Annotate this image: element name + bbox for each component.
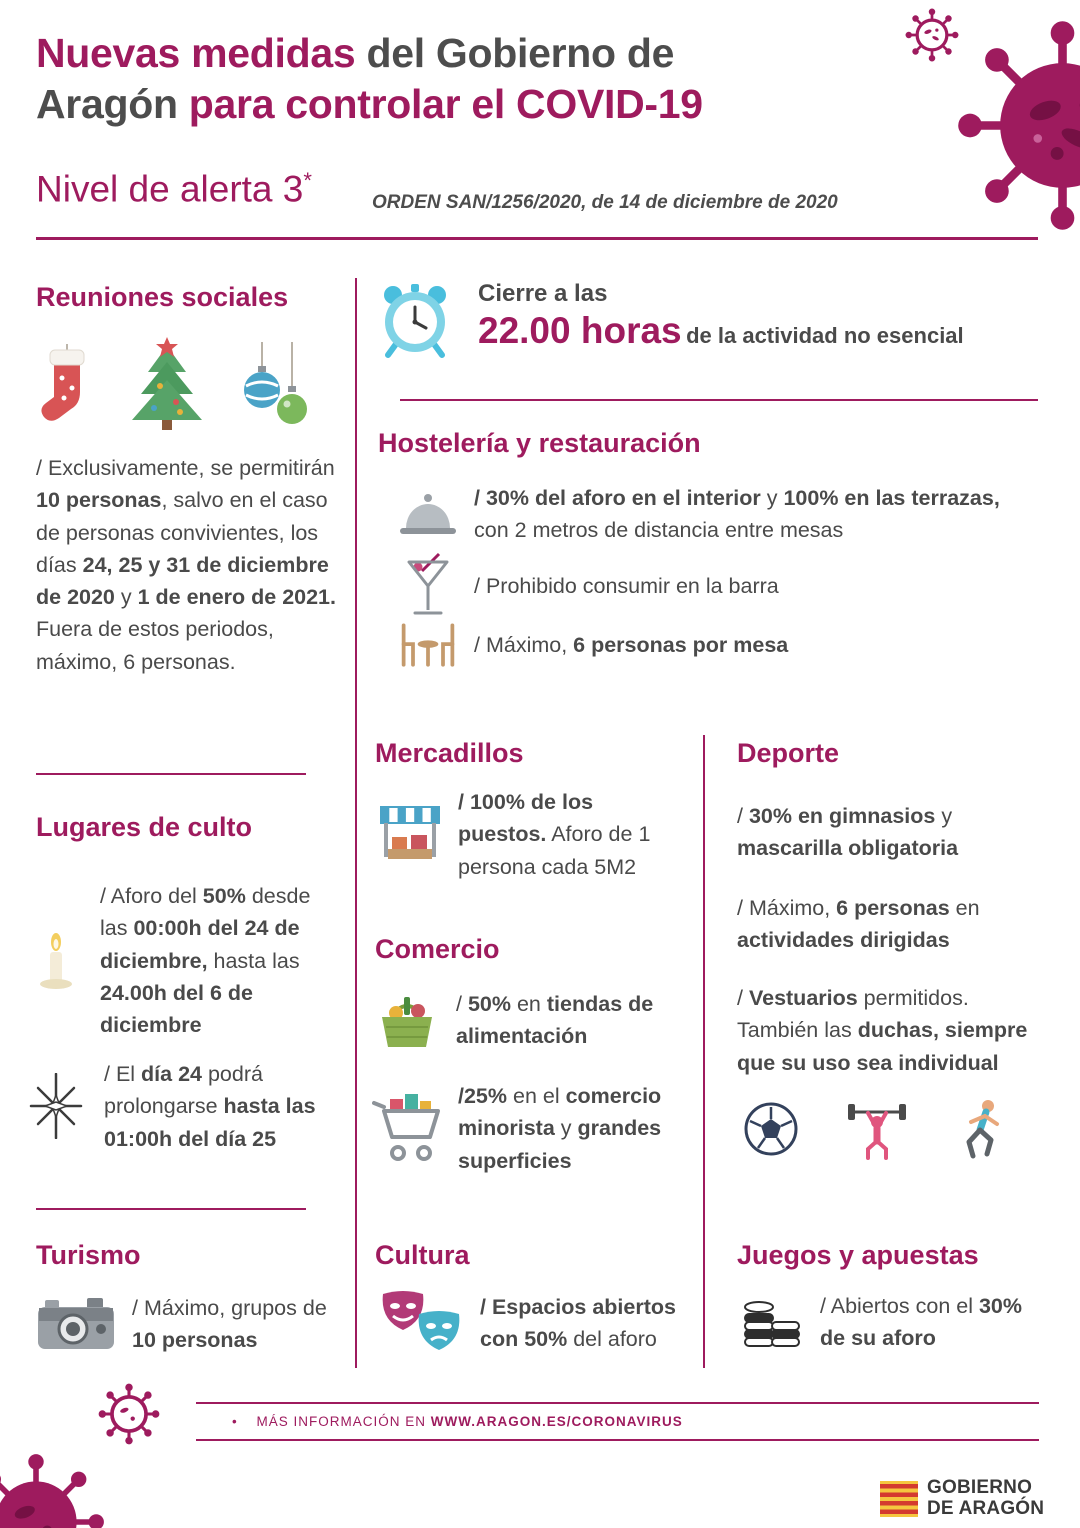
- deporte-item-1-text: / 30% en gimnasios y mascarilla obligatoria: [737, 804, 959, 861]
- curfew-time: 22.00 horas: [478, 310, 682, 351]
- mercadillos-item-1-text: / 100% de los puestos. Aforo de 1 persona cada 5M2: [458, 790, 651, 879]
- section-title-cultura: Cultura: [375, 1240, 470, 1270]
- football-icon: [744, 1102, 798, 1156]
- order-reference: ORDEN SAN/1256/2020, de 14 de diciembre de 2020: [372, 192, 838, 213]
- reuniones-body: / Exclusivamente, se permitirán 10 personas, salvo en el caso de personas convivientes, los días 24, 25 y 31 de diciembre de 2020 y 1 de enero de 2021. Fuera de estos periodos, máximo, 6 personas.: [36, 456, 336, 674]
- section-title-comercio: Comercio: [375, 934, 500, 964]
- cloche-icon: [398, 488, 458, 540]
- hosteleria-item-1: [398, 482, 1040, 547]
- logo-line2: DE ARAGÓN: [927, 1497, 1045, 1519]
- section-title-juegos: Juegos y apuestas: [737, 1240, 979, 1270]
- curfew-divider: [400, 399, 1038, 401]
- left-divider-2: [36, 1208, 306, 1210]
- alert-level-asterisk: *: [303, 168, 312, 193]
- basket-icon: [374, 989, 440, 1051]
- juegos-item-1: [740, 1290, 1050, 1355]
- culto-item-2: [24, 1058, 340, 1155]
- curfew-suffix: de la actividad no esencial: [686, 323, 964, 348]
- turismo-item-1: [36, 1292, 348, 1357]
- juegos-item-1-text: / Abiertos con el 30% de su aforo: [820, 1294, 1022, 1351]
- section-title-turismo: Turismo: [36, 1240, 141, 1270]
- virus-icon: [98, 1383, 160, 1445]
- cocktail-icon: [398, 552, 458, 620]
- aragon-flag-icon: [880, 1481, 918, 1517]
- section-title-mercadillos: Mercadillos: [375, 738, 524, 768]
- alert-level: [36, 168, 312, 210]
- culto-item-1: [28, 880, 340, 1041]
- baubles-icon: [240, 342, 310, 432]
- turismo-item-1-text: / Máximo, grupos de 10 personas: [132, 1296, 327, 1353]
- cultura-item-1: [378, 1290, 702, 1356]
- footer-info: [196, 1402, 1039, 1441]
- alarm-clock-icon: [378, 282, 452, 358]
- hosteleria-item-3-text: / Máximo, 6 personas por mesa: [474, 632, 789, 657]
- gobierno-aragon-logo: [880, 1478, 1044, 1519]
- star-icon: [24, 1073, 88, 1139]
- hosteleria-item-3: [398, 620, 1040, 670]
- mercadillos-item-1: [378, 786, 692, 883]
- alert-level-text: Nivel de alerta 3: [36, 168, 304, 210]
- section-title-culto: Lugares de culto: [36, 812, 253, 842]
- deporte-item-3-text: / Vestuarios permitidos. También las duchas, siempre que su uso sea individual: [737, 986, 1028, 1075]
- table-icon: [398, 620, 458, 670]
- running-icon: [956, 1098, 1006, 1160]
- footer-info-url[interactable]: WWW.ARAGON.ES/CORONAVIRUS: [430, 1414, 683, 1429]
- comercio-item-1: [374, 988, 694, 1053]
- market-stall-icon: [378, 801, 442, 867]
- footer-bullet: •: [232, 1414, 238, 1429]
- section-title-deporte: Deporte: [737, 738, 840, 768]
- vertical-divider-right: [703, 735, 705, 1368]
- deporte-item-2-text: / Máximo, 6 personas en actividades dirigidas: [737, 896, 980, 953]
- virus-icon: [905, 8, 959, 62]
- poker-chips-icon: [740, 1294, 804, 1350]
- virus-icon: [955, 18, 1080, 233]
- cultura-item-1-text: / Espacios abiertos con 50% del aforo: [480, 1294, 676, 1351]
- logo-line1: GOBIERNO: [927, 1477, 1033, 1498]
- page-title-line1: Nuevas medidas del Gobierno de: [36, 30, 675, 76]
- page-title-line2: Aragón para controlar el COVID-19: [36, 80, 703, 127]
- christmas-tree-icon: [122, 336, 212, 432]
- stocking-icon: [38, 344, 94, 432]
- deporte-icons-row: [744, 1098, 1006, 1160]
- masks-icon: [378, 1290, 464, 1356]
- curfew-intro: Cierre a las: [478, 280, 608, 307]
- weightlifting-icon: [846, 1098, 908, 1160]
- header-rule: [36, 237, 1038, 240]
- comercio-item-1-text: / 50% en tiendas de alimentación: [456, 992, 654, 1049]
- footer-info-label: MÁS INFORMACIÓN EN: [256, 1414, 431, 1429]
- camera-icon: [36, 1295, 116, 1353]
- virus-icon: [0, 1452, 106, 1528]
- hosteleria-item-2: [398, 552, 1040, 620]
- culto-item-2-text: / El día 24 podrá prolongarse hasta las 01:00h del día 25: [104, 1062, 316, 1151]
- christmas-icons-row: [38, 336, 310, 432]
- left-divider-1: [36, 773, 306, 775]
- page-title: [36, 28, 876, 130]
- section-title-reuniones: Reuniones sociales: [36, 282, 289, 312]
- candle-icon: [28, 930, 84, 992]
- section-title-hosteleria: Hostelería y restauración: [378, 428, 701, 458]
- comercio-item-2: [372, 1080, 696, 1177]
- hosteleria-item-2-text: / Prohibido consumir en la barra: [474, 573, 779, 598]
- shopping-cart-icon: [372, 1091, 442, 1165]
- comercio-item-2-text: /25% en el comercio minorista y grandes superficies: [458, 1084, 662, 1173]
- culto-item-1-text: / Aforo del 50% desde las 00:00h del 24 de diciembre, hasta las 24.00h del 6 de diciembre: [100, 884, 311, 1037]
- curfew-block: [478, 280, 1040, 352]
- vertical-divider-left: [355, 278, 357, 1368]
- footer-rule-bottom: [196, 1439, 1039, 1441]
- hosteleria-item-1-text: / 30% del aforo en el interior y 100% en las terrazas, con 2 metros de distancia entre mesas: [474, 486, 1000, 543]
